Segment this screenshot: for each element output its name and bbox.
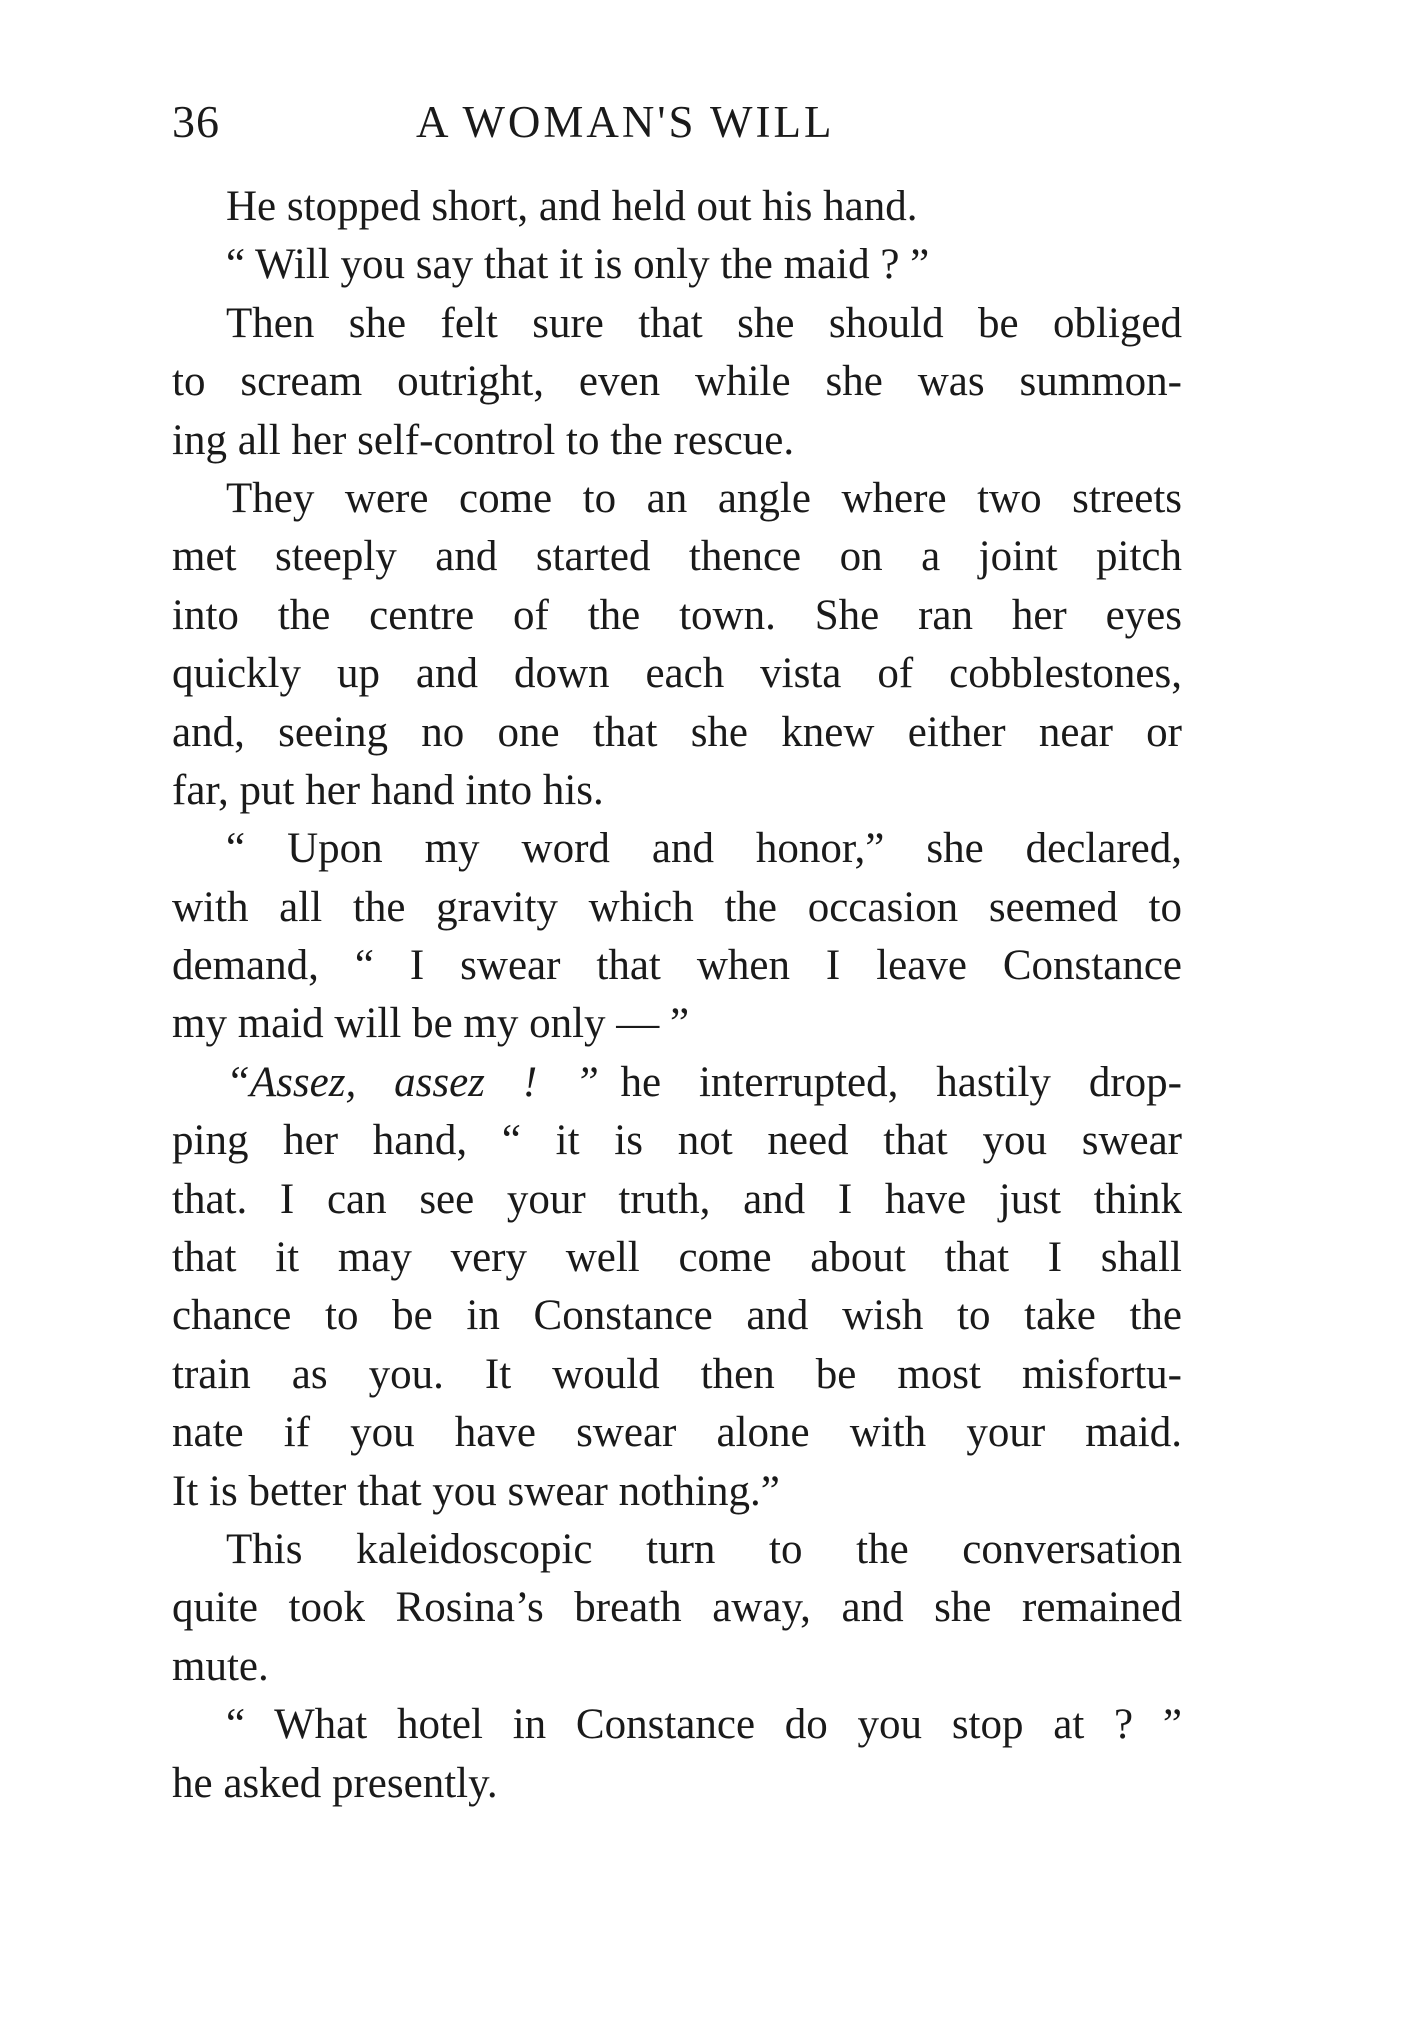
text-line: nate if you have swear alone with your maid. [172,1409,1182,1457]
text-line: Then she felt sure that she should be obliged [226,299,1182,347]
text-line: quite took Rosina’s breath away, and she remained [172,1584,1182,1632]
text-line: that it may very well come about that I shall [172,1234,1182,1282]
text-line: met steeply and started thence on a joint pitch [172,533,1182,581]
running-title: A WOMAN'S WILL [416,97,835,147]
body-text [172,178,1182,1813]
text-line: demand, “ I swear that when I leave Constance [172,942,1182,990]
text-line: into the centre of the town. She ran her eyes [172,591,1182,639]
text-line-rest: he interrupted, hastily drop- [620,1058,1182,1106]
text-line: It is better that you swear nothing.” [172,1467,780,1515]
text-line: They were come to an angle where two streets [226,474,1182,522]
italic-phrase: “Assez, assez ! ” [226,1058,599,1106]
text-line: that. I can see your truth, and I have just think [172,1175,1182,1223]
page-number: 36 [172,96,220,147]
text-line: ing all her self-control to the rescue. [172,416,795,464]
text-line: This kaleidoscopic turn to the conversation [226,1525,1182,1573]
text-line: far, put her hand into his. [172,766,604,814]
text-line: train as you. It would then be most misfortu- [172,1350,1182,1398]
text-line: “ Will you say that it is only the maid ? ” [226,241,930,289]
text-line: he asked presently. [172,1759,498,1807]
text-line: mute. [172,1642,269,1690]
text-line: with all the gravity which the occasion seemed to [172,883,1182,931]
text-line: and, seeing no one that she knew either near or [172,708,1182,756]
text-line: chance to be in Constance and wish to take the [172,1292,1182,1340]
text-line: my maid will be my only — ” [172,1000,690,1048]
text-line: ping her hand, “ it is not need that you swear [172,1117,1182,1165]
text-line: to scream outright, even while she was summon- [172,358,1182,406]
text-line-mixed [172,1054,1182,1112]
text-line: quickly up and down each vista of cobblestones, [172,650,1182,698]
text-line: He stopped short, and held out his hand. [226,183,918,230]
text-line: “ What hotel in Constance do you stop at ? ” [226,1701,1182,1749]
text-line: “ Upon my word and honor,” she declared, [226,825,1182,873]
page-header [172,92,1192,162]
